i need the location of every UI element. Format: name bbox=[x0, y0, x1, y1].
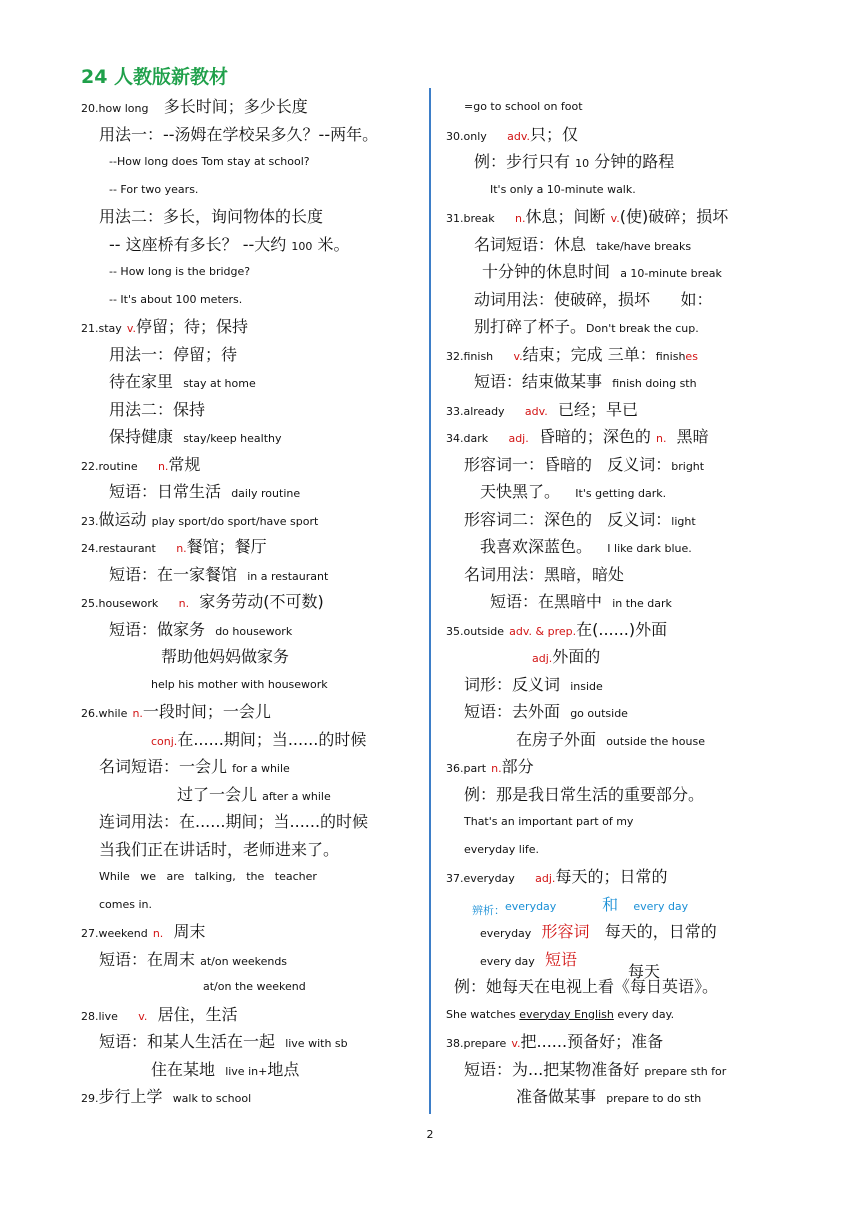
phrase-line: 短语：在周末 at/on weekends bbox=[99, 949, 288, 969]
entry-outside: 35.outside adv. & prep.在(......)外面 bbox=[446, 619, 668, 639]
usage-line: 动词用法：使破碎，损坏 如： bbox=[474, 289, 713, 309]
phrase-line: 名词短语：休息 take/have breaks bbox=[474, 234, 692, 254]
left-column bbox=[81, 93, 426, 1111]
phrase-line: 准备做某事 prepare to do sth bbox=[516, 1087, 702, 1106]
phrase-line: 短语：日常生活 daily routine bbox=[109, 482, 301, 501]
phrase-line: 短语：为...把某物准备好 prepare sth for bbox=[464, 1059, 727, 1079]
comparison-line: $_{辨析:}$everyday 和 every day bbox=[472, 894, 689, 917]
usage-line: 连词用法：在......期间；当......的时候 bbox=[99, 812, 369, 831]
example-line: -- How long is the bridge? bbox=[109, 265, 251, 278]
phrase-line: 短语：在一家餐馆 in a restaurant bbox=[109, 564, 329, 584]
example-line: She watches everyday English every day. bbox=[446, 1007, 675, 1021]
entry-only: 30.only adv.只；仅 bbox=[446, 124, 579, 144]
phrase-line: 短语：做家务 do housework bbox=[109, 619, 293, 639]
entry-routine: 22.routine n.常规 bbox=[81, 454, 201, 474]
entry-prepare: 38.prepare v.把......预备好；准备 bbox=[446, 1032, 664, 1051]
column-divider bbox=[429, 88, 431, 1114]
example-line: -- 这座桥有多长？ --大约 100 米。 bbox=[109, 234, 350, 254]
example-line: 例：她每天在电视上看《每日英语》。 bbox=[454, 977, 719, 996]
entry-weekend: 27.weekend n. 周末 bbox=[81, 922, 206, 941]
phrase-line: 词形：反义词 inside bbox=[464, 674, 603, 694]
entry-everyday: 37.everyday adj.每天的；日常的 bbox=[446, 867, 668, 886]
entry-sport: 23.做运动 play sport/do sport/have sport bbox=[81, 509, 319, 529]
usage-line: 形容词一：昏暗的 反义词：bright bbox=[464, 454, 705, 474]
example-line: 例：步行只有 10 分钟的路程 bbox=[474, 152, 675, 171]
entry-while: 26.while n.一段时间；一会儿 bbox=[81, 702, 271, 721]
entry-stay: 21.stay v.停留；待；保持 bbox=[81, 317, 249, 336]
phrase-line: 短语：和某人生活在一起 live with sb bbox=[99, 1032, 348, 1051]
phrase-line: help his mother with housework bbox=[151, 677, 328, 691]
example-line: -- For two years. bbox=[109, 182, 199, 196]
usage-line: 名词用法：黑暗，暗处 bbox=[464, 564, 625, 584]
usage-line: 用法一：--汤姆在学校呆多久？--两年。 bbox=[99, 124, 379, 144]
phrase-line: 待在家里 stay at home bbox=[109, 372, 256, 391]
entry-housework: 25.housework n. 家务劳动(不可数) bbox=[81, 592, 324, 611]
phrase-line: 帮助他妈妈做家务 bbox=[161, 647, 290, 666]
example-line: 我喜欢深蓝色。 I like dark blue. bbox=[480, 537, 692, 556]
example-line: -- It's about 100 meters. bbox=[109, 292, 243, 306]
phrase-line: 在房子外面 outside the house bbox=[516, 729, 705, 749]
phrase-line: 过了一会儿 after a while bbox=[177, 784, 331, 804]
usage-line: 形容词二：深色的 反义词：light bbox=[464, 509, 696, 529]
example-line: While we are talking, the teacher bbox=[99, 870, 317, 883]
example-line: comes in. bbox=[99, 897, 153, 911]
entry-walk-to-school: 29.步行上学 walk to school bbox=[81, 1087, 252, 1106]
definition-line: adj.外面的 bbox=[532, 647, 601, 666]
phrase-line: 短语：在黑暗中 in the dark bbox=[490, 592, 672, 611]
phrase-line: 名词短语：一会儿 for a while bbox=[99, 757, 290, 776]
usage-line: 用法一：停留；待 bbox=[109, 344, 238, 364]
example-line: --How long does Tom stay at school? bbox=[109, 155, 310, 168]
phrase-line: 短语：去外面 go outside bbox=[464, 702, 628, 721]
right-column bbox=[446, 93, 786, 1111]
phrase-line: 短语：结束做某事 finish doing sth bbox=[474, 372, 697, 391]
phrase-line: 住在某地 live in+地点 bbox=[151, 1059, 300, 1079]
page-header: 24 人教版新教材 bbox=[81, 66, 229, 88]
entry-live: 28.live v. 居住，生活 bbox=[81, 1004, 238, 1024]
entry-dark: 34.dark adj. 昏暗的；深色的 n. 黑暗 bbox=[446, 427, 709, 446]
entry-restaurant: 24.restaurant n.餐馆；餐厅 bbox=[81, 537, 267, 556]
entry-break: 31.break n.休息；间断 v.(使)破碎；损坏 bbox=[446, 207, 729, 226]
entry-already: 33.already adv. 已经；早已 bbox=[446, 399, 638, 419]
entry-part: 36.part n.部分 bbox=[446, 757, 534, 776]
example-line: 例：那是我日常生活的重要部分。 bbox=[464, 784, 705, 804]
example-line: everyday life. bbox=[464, 842, 540, 856]
page-number: 2 bbox=[426, 1128, 434, 1141]
phrase-line: at/on the weekend bbox=[203, 980, 306, 993]
definition-line: conj.在......期间；当......的时候 bbox=[151, 729, 367, 749]
comparison-line: everyday 形容词 每天的，日常的 bbox=[480, 922, 717, 941]
phrase-line: 十分钟的休息时间 a 10-minute break bbox=[482, 262, 722, 281]
example-line: It's only a 10-minute walk. bbox=[490, 182, 636, 196]
phrase-line: 保持健康 stay/keep healthy bbox=[109, 427, 282, 446]
usage-line: 用法二：多长，询问物体的长度 bbox=[99, 207, 324, 226]
comparison-line: every day 短语 每天 bbox=[480, 949, 661, 981]
entry-finish: 32.finish v.结束；完成 三单：finishes bbox=[446, 344, 698, 364]
usage-line: 用法二：保持 bbox=[109, 399, 206, 419]
phrase-line: =go to school on foot bbox=[464, 100, 583, 113]
example-line: That's an important part of my bbox=[464, 815, 634, 828]
example-line: 天快黑了。 It's getting dark. bbox=[480, 482, 667, 501]
example-line: 别打碎了杯子。Don't break the cup. bbox=[474, 317, 699, 336]
example-line: 当我们正在讲话时，老师进来了。 bbox=[99, 839, 340, 859]
entry-how-long: 20.how long 多长时间；多少长度 bbox=[81, 97, 308, 116]
